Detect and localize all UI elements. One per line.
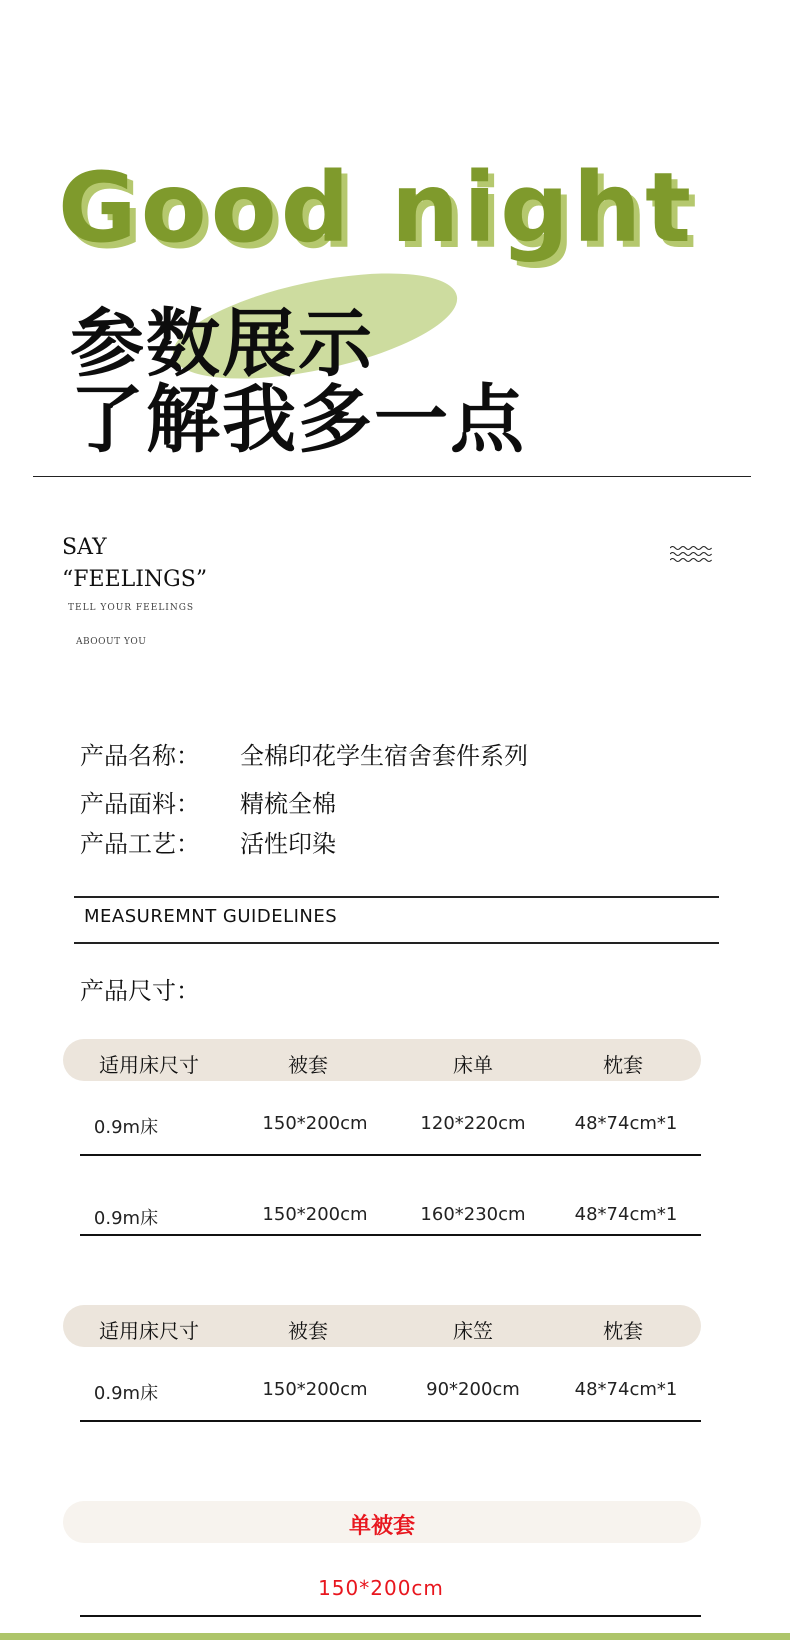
table1-header-pillowcase: 枕套 <box>603 1053 643 1077</box>
table2-header-bed-size: 适用床尺寸 <box>99 1319 199 1343</box>
product-name-value: 全棉印花学生宿舍套件系列 <box>240 742 528 770</box>
cell-sheet: 120*220cm <box>420 1113 526 1134</box>
say-text: SAY <box>62 535 107 560</box>
cell-pillowcase: 48*74cm*1 <box>574 1379 678 1400</box>
table-row-divider <box>80 1420 701 1422</box>
measurement-guidelines-title: MEASUREMNT GUIDELINES <box>84 906 338 927</box>
product-craft-value: 活性印染 <box>240 830 336 858</box>
measure-top-rule <box>74 896 719 898</box>
cell-duvet: 150*200cm <box>262 1379 368 1400</box>
table1-header-bed-size: 适用床尺寸 <box>99 1053 199 1077</box>
feelings-text: “FEELINGS” <box>62 566 208 592</box>
product-size-title: 产品尺寸： <box>80 977 200 1005</box>
hero-subtitle-line-1: 参数展示 <box>70 301 374 387</box>
product-craft-row <box>80 824 336 859</box>
cell-duvet: 150*200cm <box>262 1204 368 1225</box>
product-fabric-row <box>80 784 336 819</box>
bottom-divider <box>80 1615 701 1617</box>
product-name-row <box>80 736 528 771</box>
cell-fitted-sheet: 90*200cm <box>426 1379 520 1400</box>
say-feelings-block <box>62 532 207 596</box>
product-craft-label: 产品工艺： <box>80 830 200 858</box>
cell-bed-size: 0.9m床 <box>93 1208 159 1229</box>
product-fabric-label: 产品面料： <box>80 790 200 818</box>
table2-header-duvet: 被套 <box>288 1319 328 1343</box>
table-row-divider <box>80 1234 701 1236</box>
about-you-text: ABOOUT YOU <box>76 637 147 647</box>
single-duvet-size: 150*200cm <box>318 1576 444 1600</box>
product-name-label: 产品名称： <box>80 742 200 770</box>
hero-subtitle-line-2: 了解我多一点 <box>70 377 526 463</box>
cell-bed-size: 0.9m床 <box>93 1117 159 1138</box>
table2-header-pillowcase: 枕套 <box>603 1319 643 1343</box>
table1-header <box>63 1039 701 1081</box>
product-fabric-value: 精梳全棉 <box>240 790 336 818</box>
measure-bottom-rule <box>74 942 719 944</box>
cell-sheet: 160*230cm <box>420 1204 526 1225</box>
hero-title: Good night <box>58 152 696 264</box>
footer-green-bar <box>0 1633 790 1640</box>
wave-lines-icon <box>670 544 712 566</box>
hero-divider <box>33 476 751 477</box>
table-row-divider <box>80 1154 701 1156</box>
cell-duvet: 150*200cm <box>262 1113 368 1134</box>
cell-pillowcase: 48*74cm*1 <box>574 1113 678 1134</box>
cell-bed-size: 0.9m床 <box>93 1383 159 1404</box>
single-duvet-title: 单被套 <box>348 1514 416 1539</box>
cell-pillowcase: 48*74cm*1 <box>574 1204 678 1225</box>
table1-header-duvet: 被套 <box>288 1053 328 1077</box>
single-duvet-header <box>63 1501 701 1543</box>
table2-header-fitted-sheet: 床笠 <box>453 1319 493 1343</box>
table1-header-sheet: 床单 <box>453 1053 493 1077</box>
table2-header <box>63 1305 701 1347</box>
tell-your-feelings-text: TELL YOUR FEELINGS <box>68 603 195 613</box>
